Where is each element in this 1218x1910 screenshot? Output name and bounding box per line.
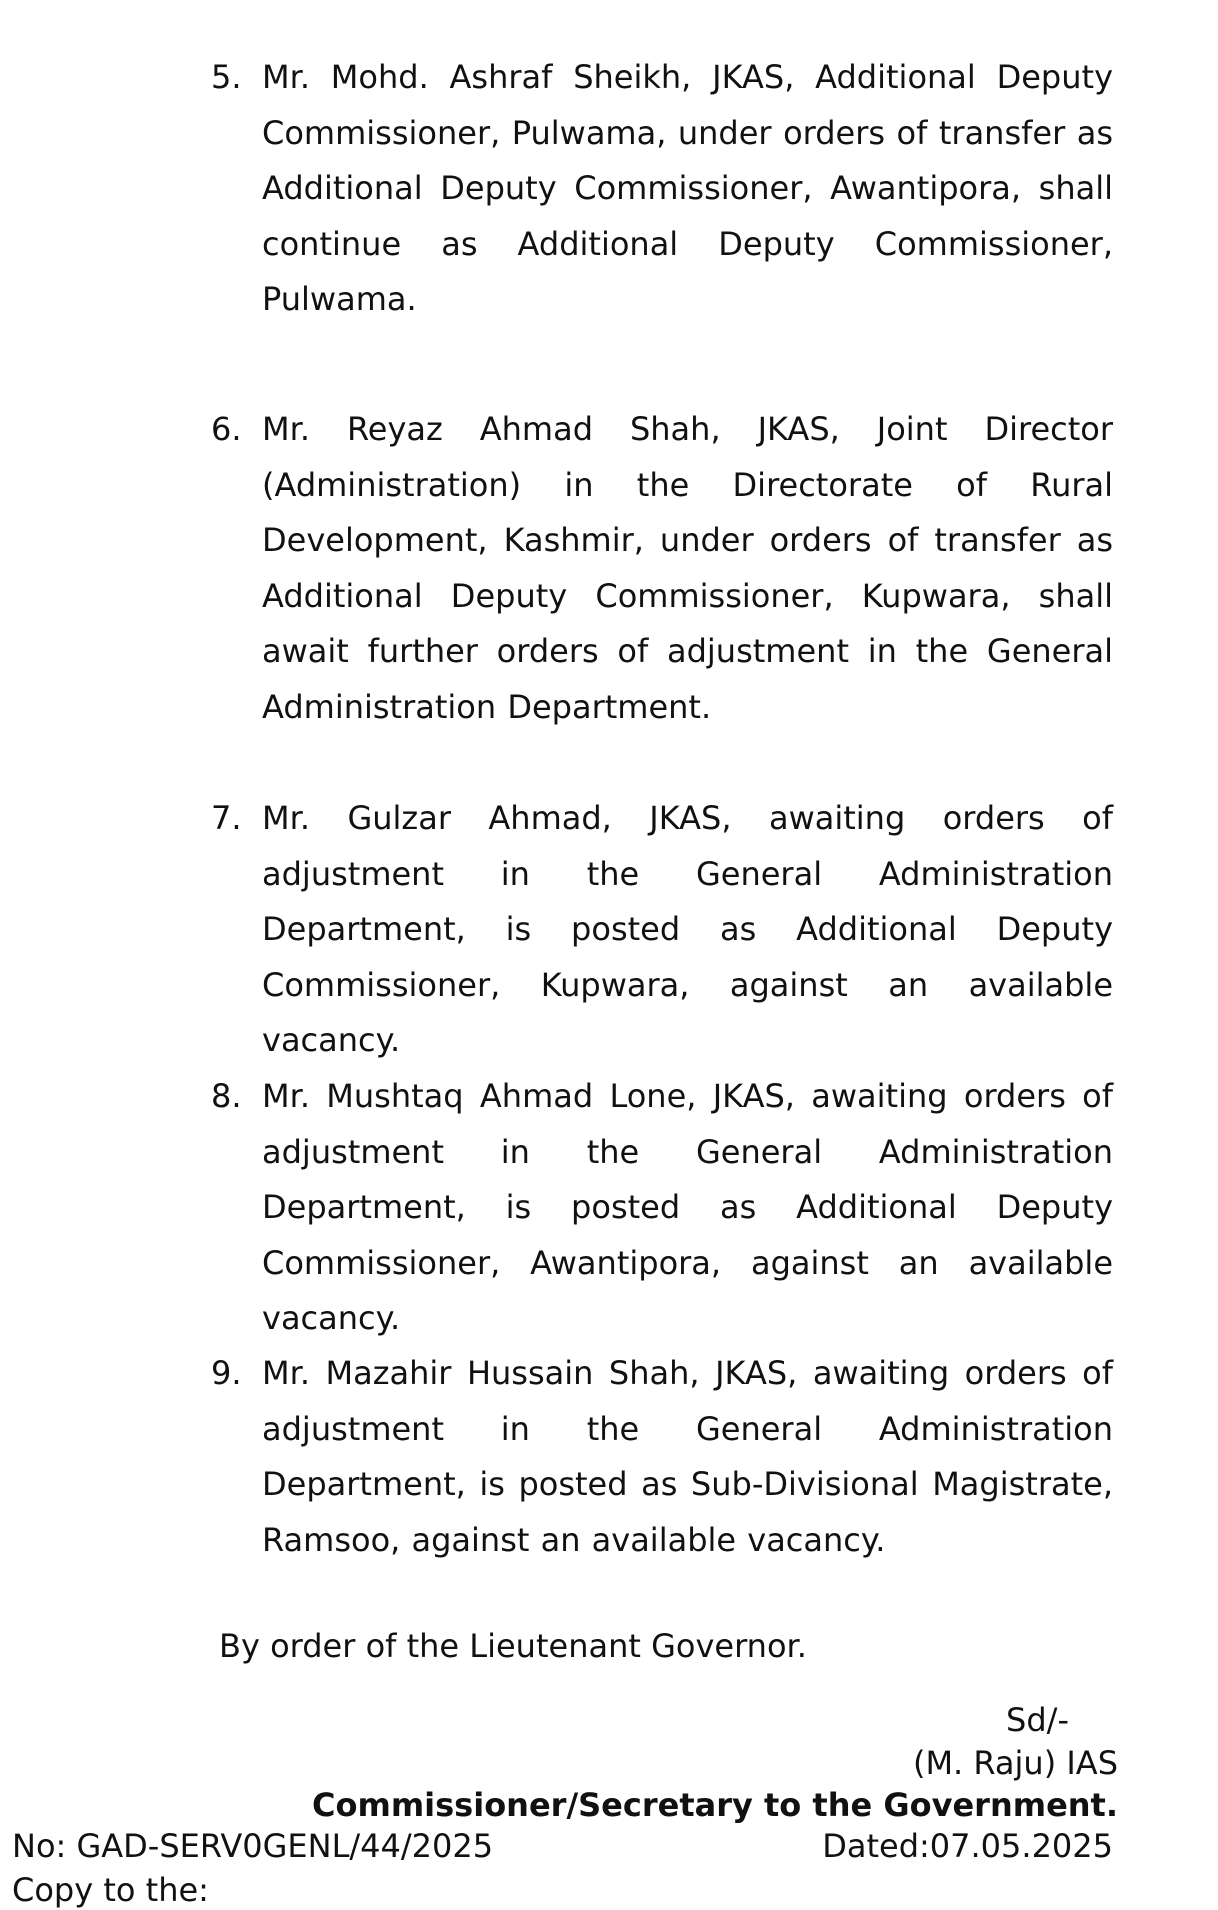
item-number: 9. [211, 1354, 242, 1392]
signatory-name: (M. Raju) IAS [912, 1744, 1118, 1782]
item-number: 6. [211, 410, 242, 448]
signature-sd: Sd/- [1006, 1701, 1069, 1739]
item-text: Mr. Reyaz Ahmad Shah, JKAS, Joint Director (Administration) in the Directorate of Rural Development, Kashmir, under orders of transfer as Additional Deputy Commissioner, Kupwara, shall await further orders of adjustment in the General Administration Department. [262, 410, 1113, 726]
copy-to-label: Copy to the: [12, 1871, 209, 1909]
item-number: 7. [211, 799, 242, 837]
closing-line: By order of the Lieutenant Governor. [219, 1627, 807, 1665]
item-text: Mr. Mazahir Hussain Shah, JKAS, awaiting orders of adjustment in the General Administration Department, is posted as Sub-Divisional Magistrate, Ramsoo, against an available vacancy. [262, 1354, 1113, 1559]
signatory-title: Commissioner/Secretary to the Government. [312, 1786, 1118, 1824]
item-text: Mr. Gulzar Ahmad, JKAS, awaiting orders of adjustment in the General Administration Department, is posted as Additional Deputy Commissioner, Kupwara, against an available vacancy. [262, 799, 1113, 1059]
item-number: 8. [211, 1077, 242, 1115]
item-text: Mr. Mushtaq Ahmad Lone, JKAS, awaiting orders of adjustment in the General Administration Department, is posted as Additional Deputy Commissioner, Awantipora, against an available vacancy. [262, 1077, 1113, 1337]
item-text: Mr. Mohd. Ashraf Sheikh, JKAS, Additional Deputy Commissioner, Pulwama, under orders of transfer as Additional Deputy Commissioner, Awantipora, shall continue as Additional Deputy Commissioner, Pulwama. [262, 58, 1113, 318]
item-number: 5. [211, 58, 242, 96]
order-date: Dated:07.05.2025 [822, 1827, 1113, 1865]
order-number: No: GAD-SERV0GENL/44/2025 [12, 1827, 494, 1865]
